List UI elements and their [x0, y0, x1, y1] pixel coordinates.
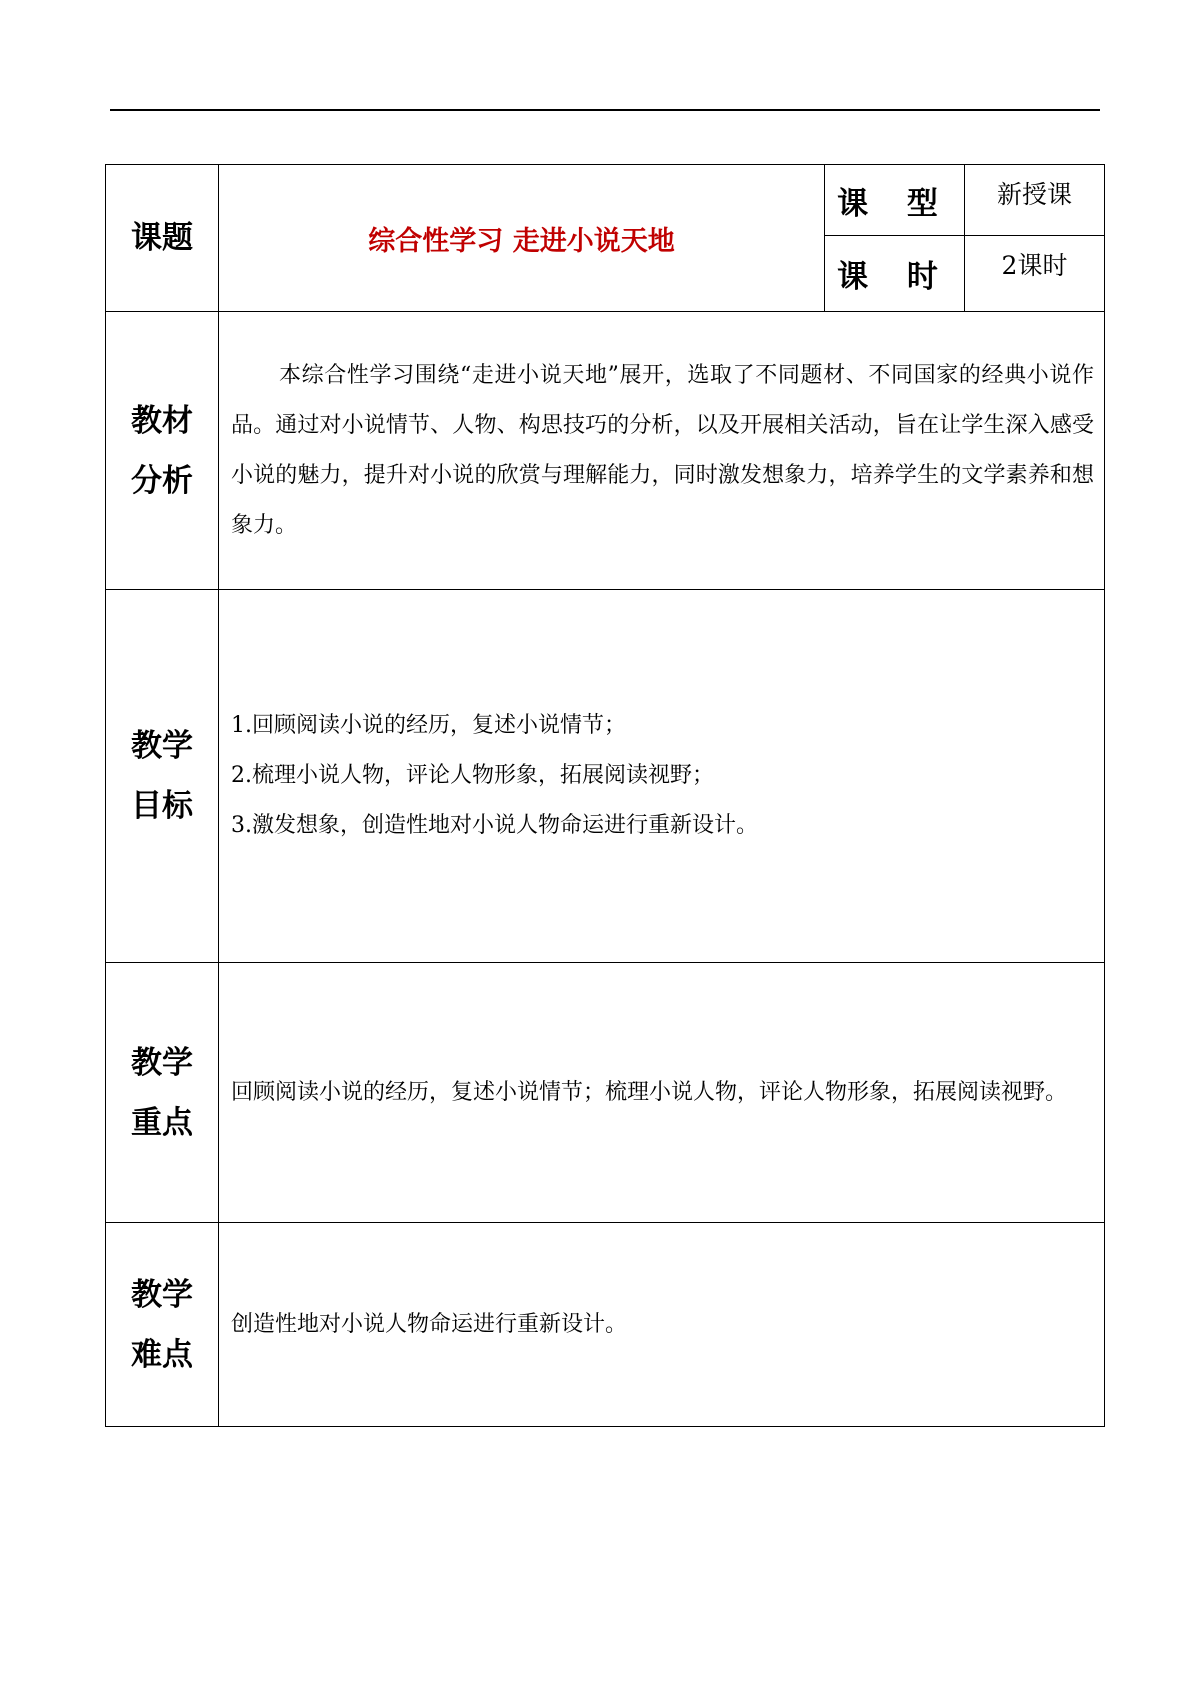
objectives-content	[219, 590, 1105, 963]
objectives-row	[106, 590, 1105, 963]
objective-item: 3.激发想象，创造性地对小说人物命运进行重新设计。	[231, 813, 758, 838]
topic-label: 课题	[106, 165, 219, 312]
key-points-label-line1: 教学	[131, 1044, 193, 1081]
objectives-label-line2: 目标	[131, 788, 193, 824]
type-value: 新授课	[996, 180, 1072, 209]
lesson-plan-table	[105, 164, 1105, 1427]
analysis-label	[106, 312, 219, 590]
type-label: 课 型	[825, 165, 965, 236]
analysis-row	[106, 312, 1105, 590]
difficulties-label	[106, 1223, 219, 1427]
objectives-label	[106, 590, 219, 963]
key-points-text: 回顾阅读小说的经历，复述小说情节；梳理小说人物，评论人物形象，拓展阅读视野。	[231, 1079, 1068, 1105]
lesson-title: 综合性学习 走进小说天地	[219, 165, 825, 312]
objectives-label-line1: 教学	[131, 728, 193, 764]
analysis-content	[219, 312, 1105, 590]
analysis-label-line1: 教材	[131, 402, 193, 439]
difficulties-row	[106, 1223, 1105, 1427]
difficulties-text: 创造性地对小说人物命运进行重新设计。	[231, 1311, 628, 1337]
key-points-label-line2: 重点	[131, 1104, 193, 1141]
key-points-row	[106, 963, 1105, 1223]
analysis-text: 本综合性学习围绕“走进小说天地”展开，选取了不同题材、不同国家的经典小说作品。通过对小说情节、人物、构思技巧的分析，以及开展相关活动，旨在让学生深入感受小说的魅力，提升对小说的欣赏与理解能力，同时激发想象力，培养学生的文学素养和想象力。	[231, 362, 1094, 538]
key-points-content	[219, 963, 1105, 1223]
key-points-label	[106, 963, 219, 1223]
header-rule	[110, 109, 1100, 111]
difficulties-label-line2: 难点	[131, 1336, 193, 1373]
type-value-cell	[965, 165, 1105, 236]
hours-label: 课 时	[825, 236, 965, 312]
difficulties-content	[219, 1223, 1105, 1427]
objective-item: 1.回顾阅读小说的经历，复述小说情节；	[231, 713, 626, 738]
hours-value-cell	[965, 236, 1105, 312]
analysis-label-line2: 分析	[131, 462, 193, 499]
topic-row	[106, 165, 1105, 236]
objective-item: 2.梳理小说人物，评论人物形象，拓展阅读视野；	[231, 763, 714, 788]
difficulties-label-line1: 教学	[131, 1276, 193, 1313]
hours-value: 2课时	[1001, 251, 1068, 280]
